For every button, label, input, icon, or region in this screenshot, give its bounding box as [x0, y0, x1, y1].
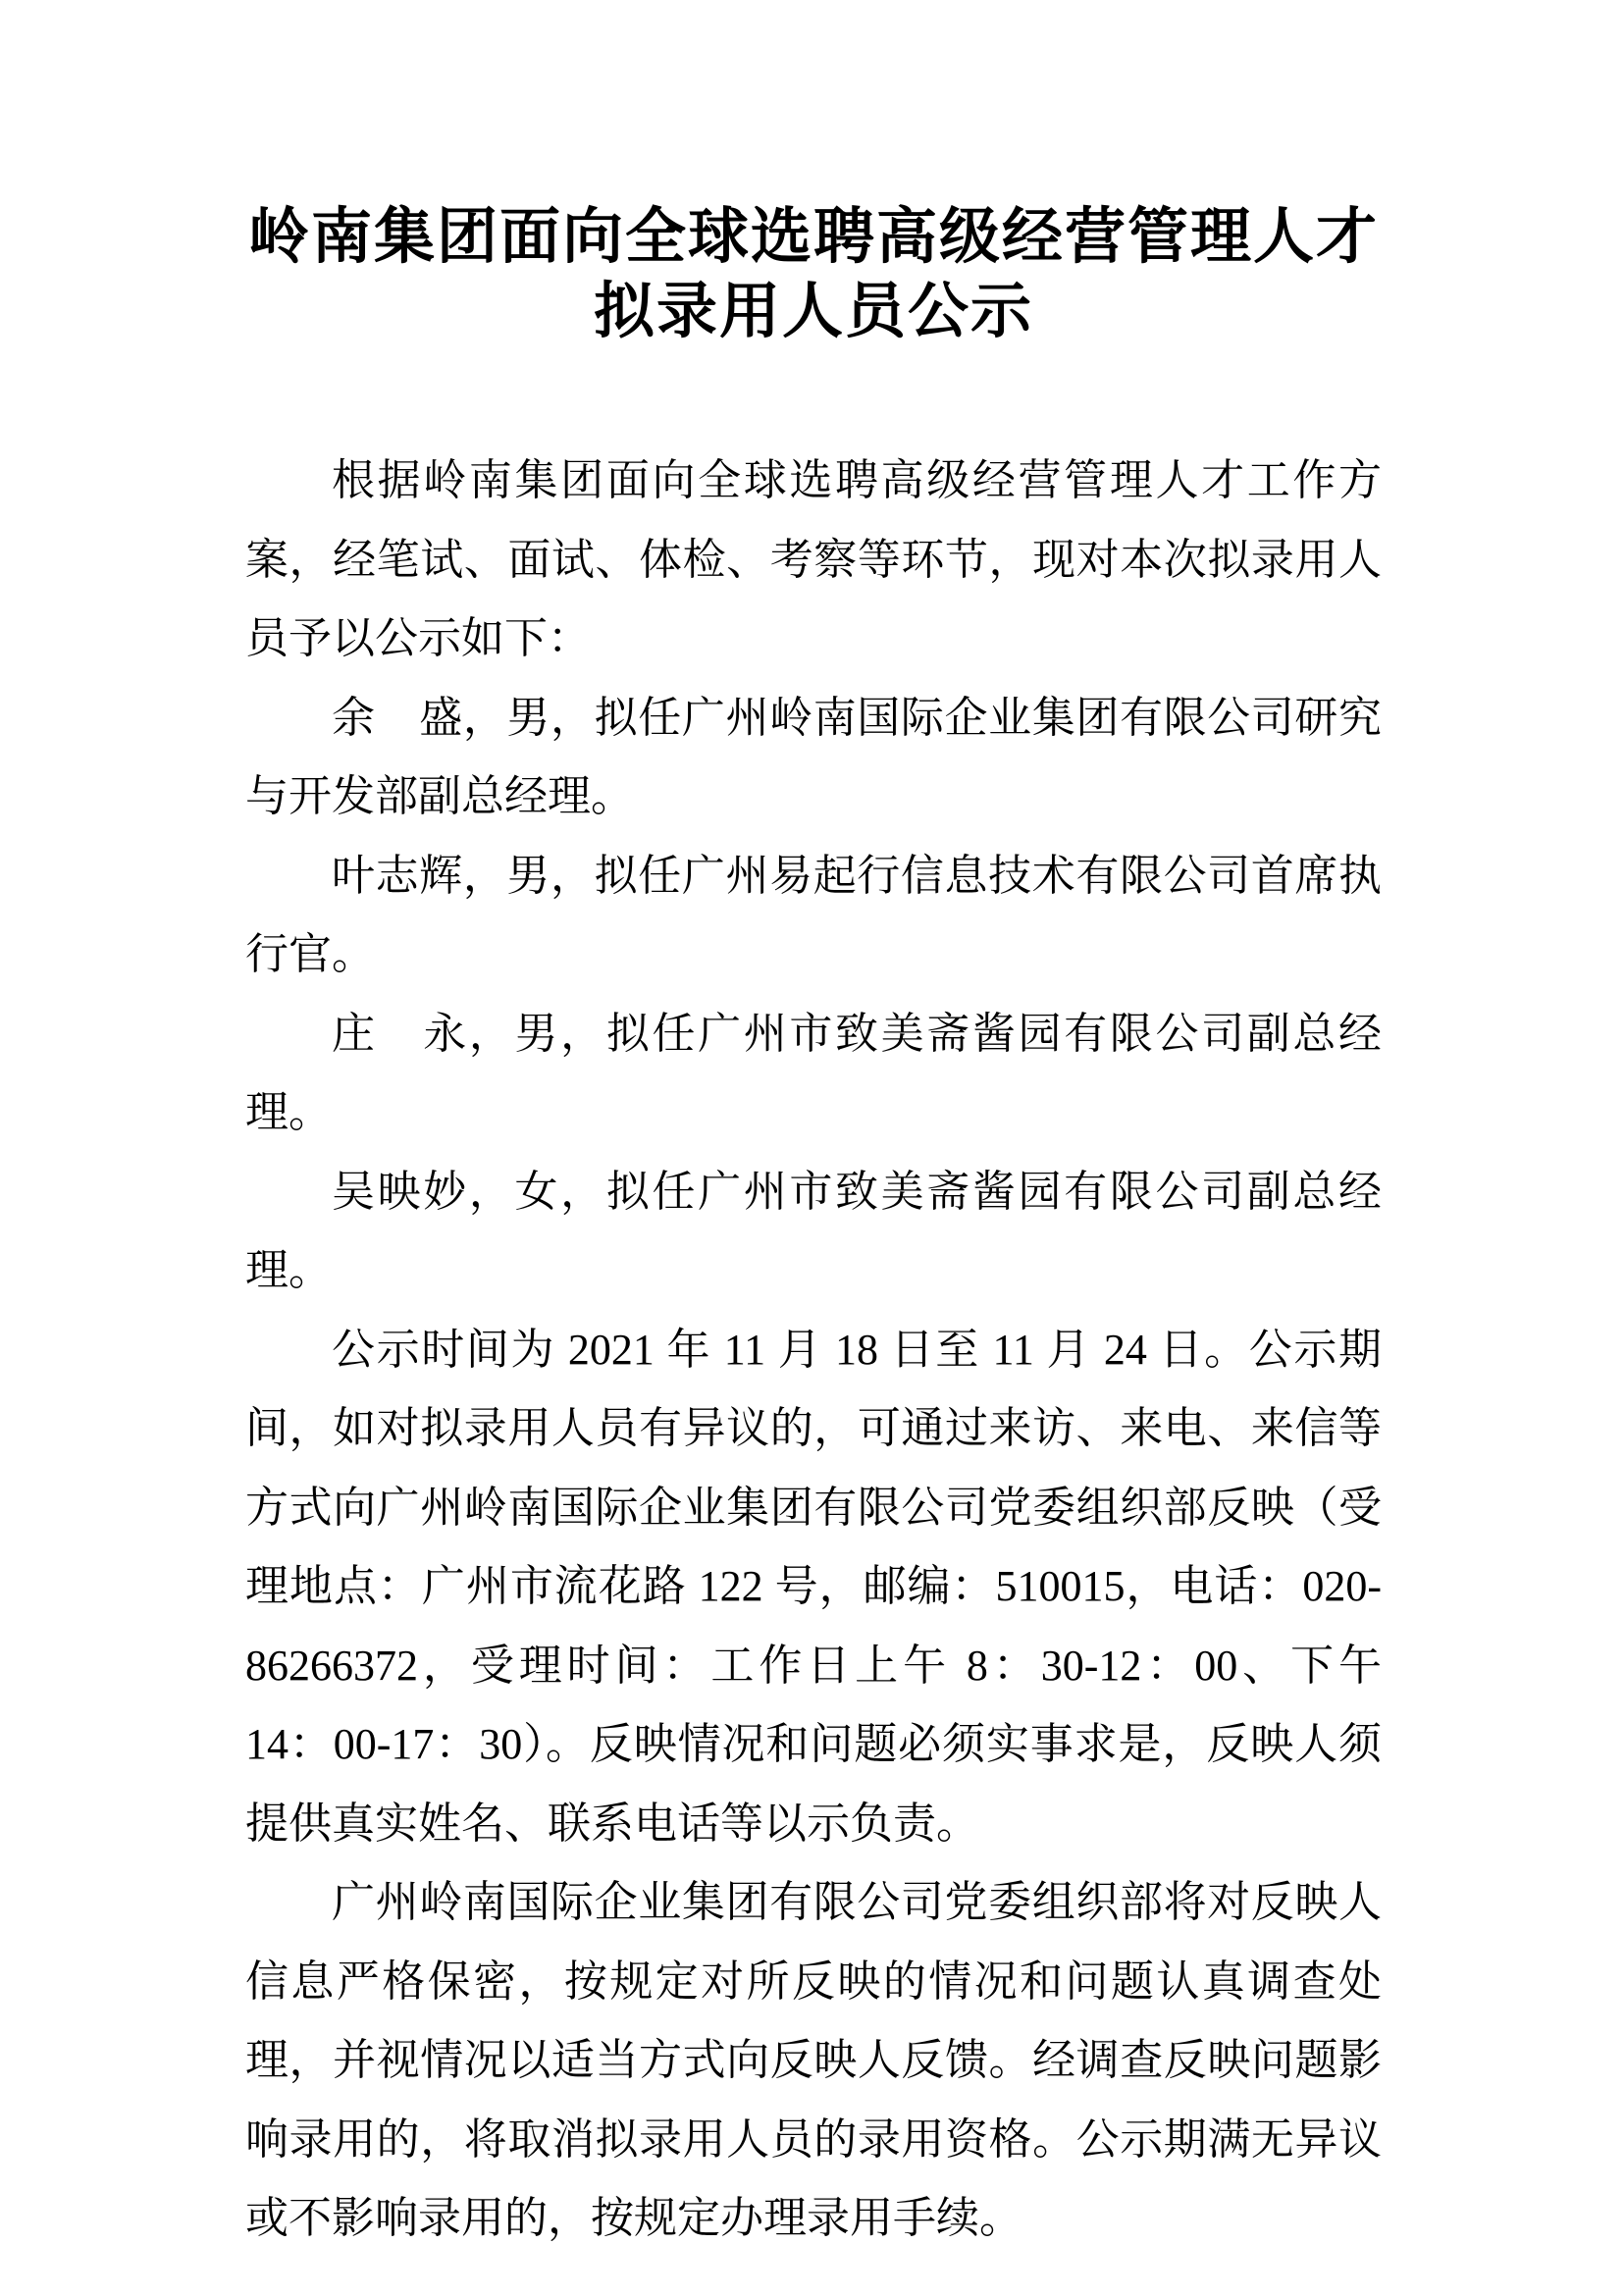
- paragraph-confidentiality-procedure: 广州岭南国际企业集团有限公司党委组织部将对反映人信息严格保密，按规定对所反映的情况和问题认真调查处理，并视情况以适当方式向反映人反馈。经调查反映问题影响录用的，将取消拟录用人员的录用资格。公示期满无异议或不影响录用的，按规定办理录用手续。: [245, 1878, 1382, 2242]
- title-line-1: 岭南集团面向全球选聘高级经营管理人才: [247, 204, 1379, 271]
- paragraph-candidate-wu-yingmiao: 吴映妙，女，拟任广州市致美斋酱园有限公司副总经理。: [245, 1167, 1382, 1294]
- paragraph-intro: 根据岭南集团面向全球选聘高级经营管理人才工作方案，经笔试、面试、体检、考察等环节，现对本次拟录用人员予以公示如下：: [245, 456, 1382, 662]
- title-line-2: 拟录用人员公示: [593, 279, 1033, 345]
- paragraph-candidate-zhuang-yong: 庄 永，男，拟任广州市致美斋酱园有限公司副总经理。: [245, 1009, 1382, 1136]
- document-title: [245, 200, 1382, 349]
- paragraph-candidate-yu-sheng: 余 盛，男，拟任广州岭南国际企业集团有限公司研究与开发部副总经理。: [245, 693, 1382, 820]
- paragraph-publicity-period-contact: 公示时间为 2021 年 11 月 18 日至 11 月 24 日。公示期间，如对拟录用人员有异议的，可通过来访、来电、来信等方式向广州岭南国际企业集团有限公司党委组织部反映（受理地点：广州市流花路 122 号，邮编：510015，电话：020-86266372，受理时间：工作日上午 8：30-12：00、下午 14：00-17：30）。反映情况和问题必须实事求是，反映人须提供真实姓名、联系电话等以示负责。: [245, 1325, 1382, 1848]
- document-body: [245, 442, 1382, 2259]
- paragraph-candidate-ye-zhihui: 叶志辉，男，拟任广州易起行信息技术有限公司首席执行官。: [245, 851, 1382, 978]
